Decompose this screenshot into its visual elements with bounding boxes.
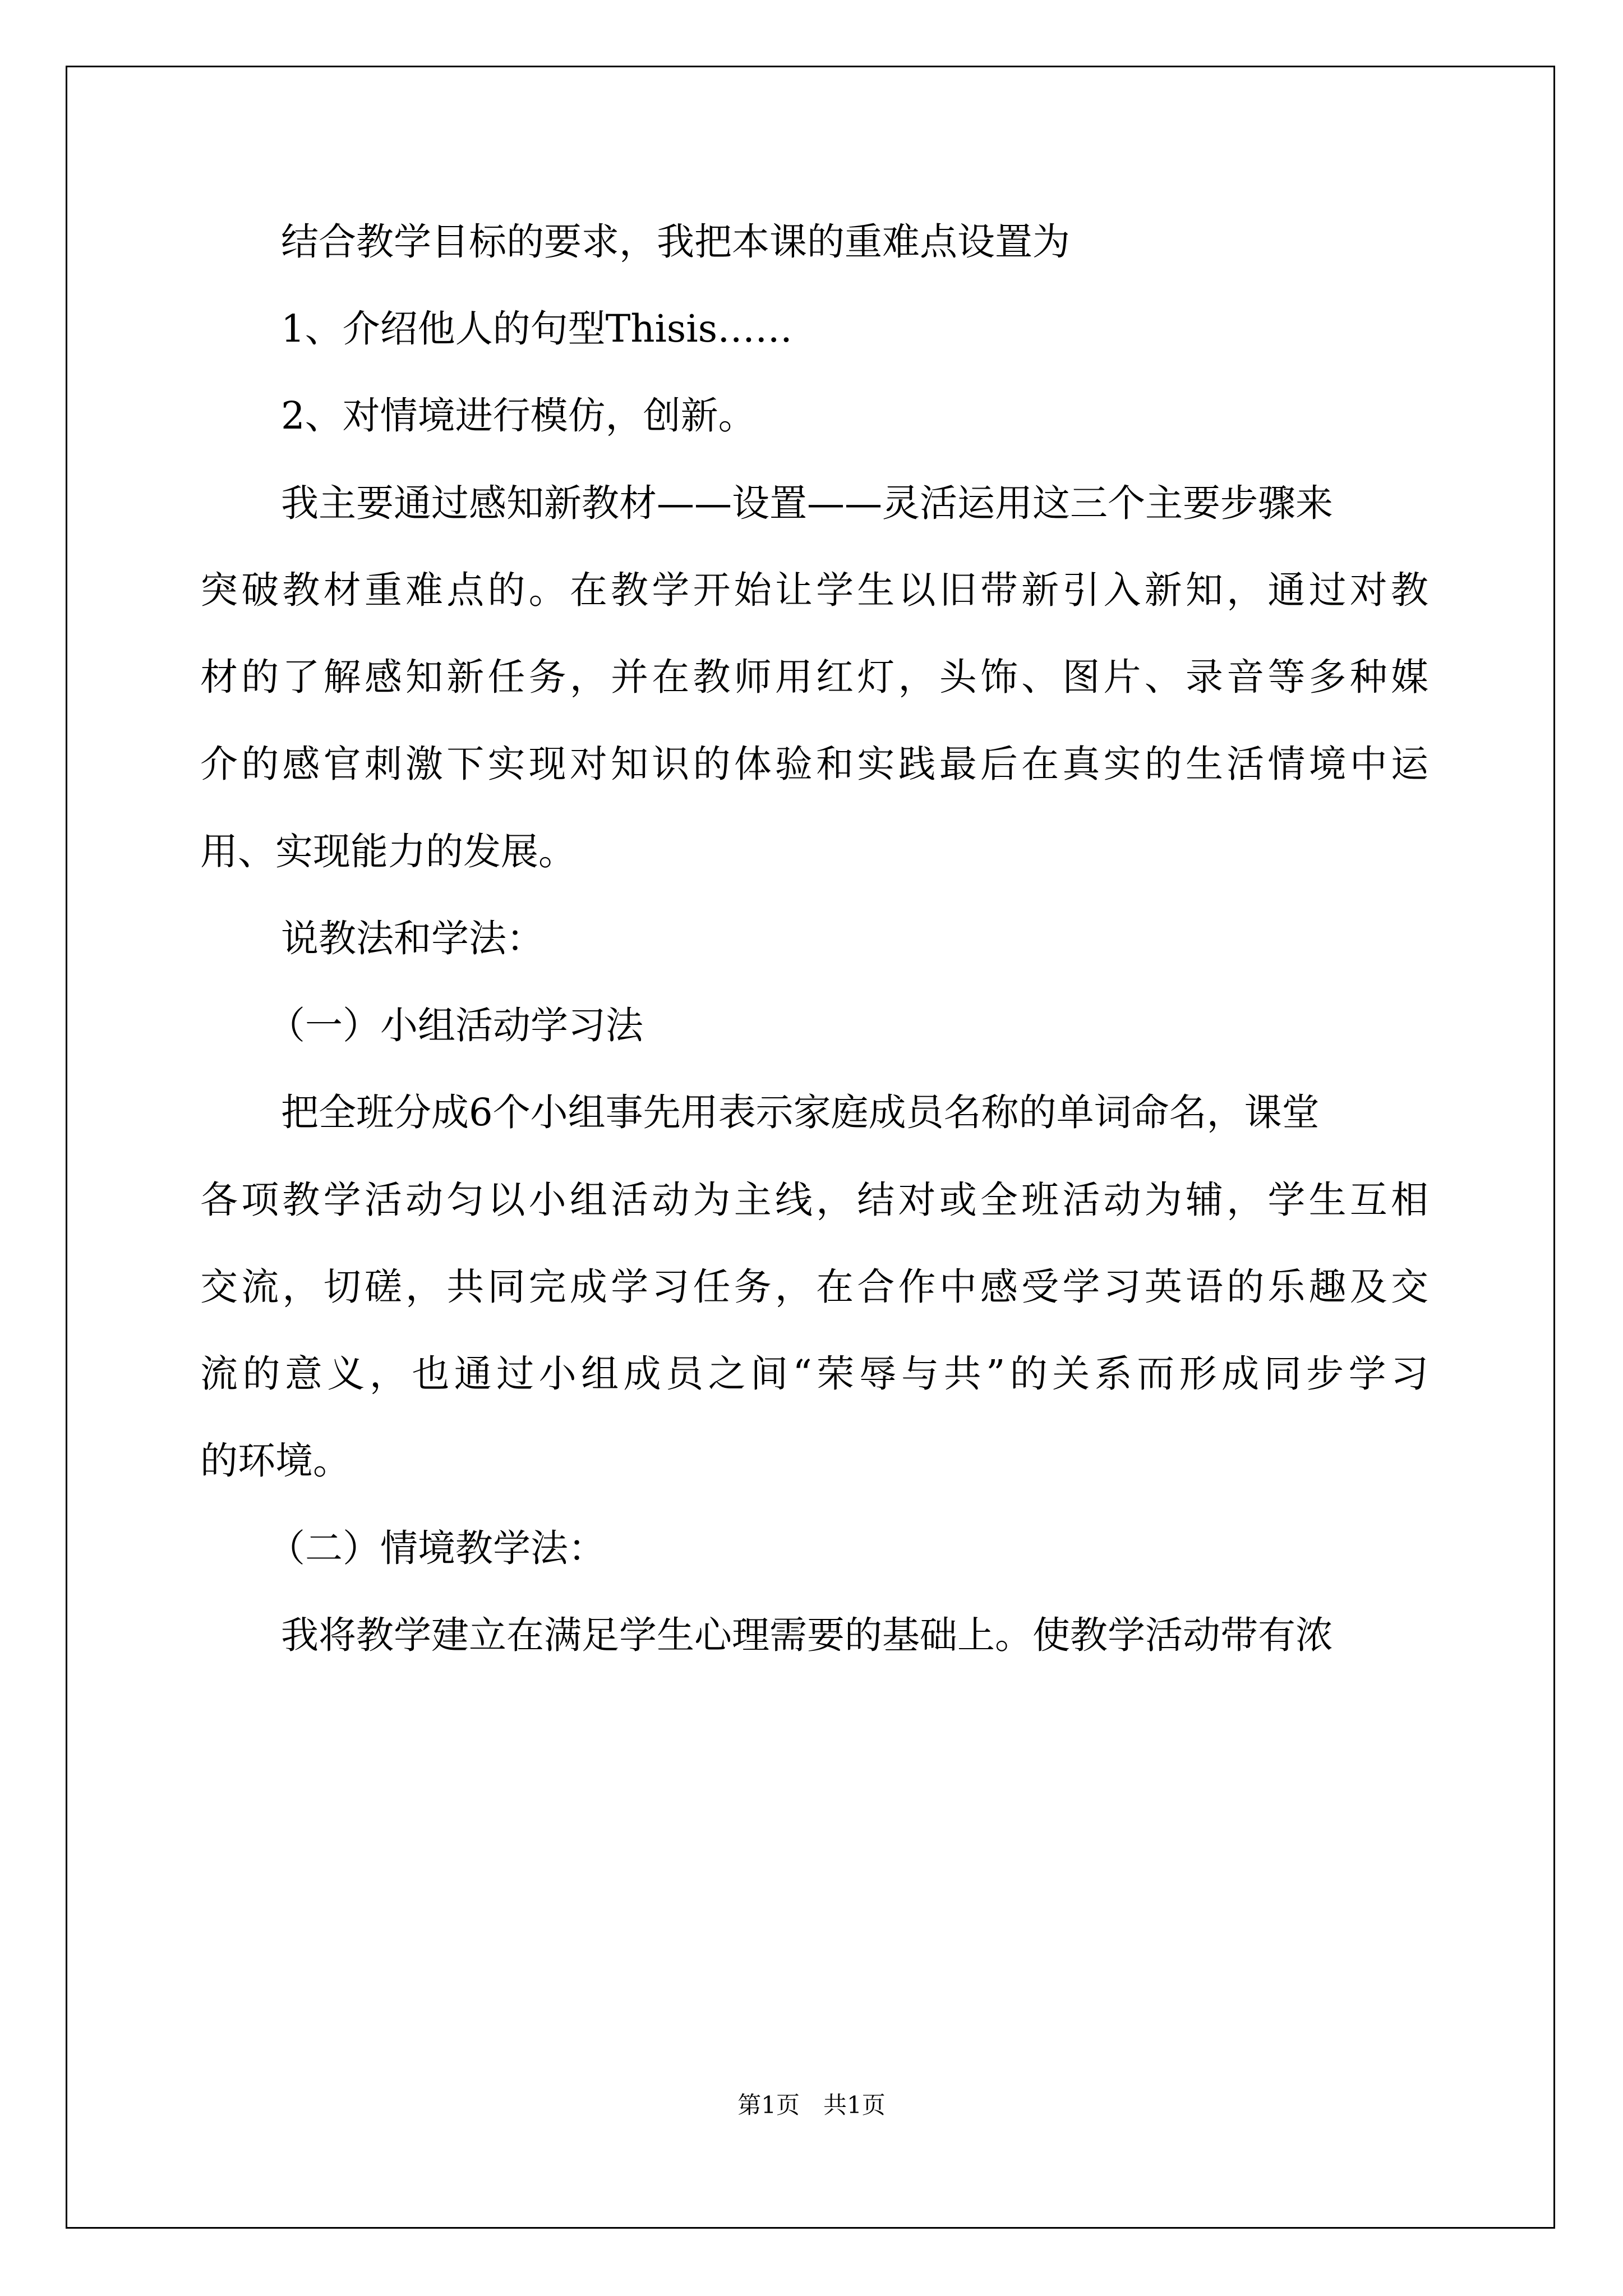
section-heading: 说教法和学法： (281, 917, 544, 960)
page-border (66, 66, 1555, 2229)
subsection-heading: （一）小组活动学习法 (268, 1004, 643, 1047)
paragraph-line: 我将教学建立在满足学生心理需要的基础上。使教学活动带有浓 (281, 1613, 1333, 1657)
paragraph-line: 突破教材重难点的。在教学开始让学生以旧带新引入新知，通过对教 (200, 568, 1428, 612)
paragraph-line: 1、介绍他人的句型Thisis…… (281, 307, 793, 351)
paragraph-line: 2、对情境进行模仿，创新。 (281, 394, 756, 438)
paragraph-line: 把全班分成6个小组事先用表示家庭成员名称的单词命名，课堂 (281, 1091, 1320, 1134)
paragraph-line: 的环境。 (200, 1439, 351, 1483)
page-number: 第1页 共1页 (737, 2091, 886, 2119)
paragraph-line: 各项教学活动匀以小组活动为主线，结对或全班活动为辅，学生互相 (200, 1178, 1428, 1222)
paragraph-line: 结合教学目标的要求，我把本课的重难点设置为 (281, 220, 1070, 264)
paragraph-line: 用、实现能力的发展。 (200, 830, 576, 873)
paragraph-line: 我主要通过感知新教材——设置——灵活运用这三个主要步骤来 (281, 481, 1333, 525)
paragraph-line: 交流，切磋，共同完成学习任务，在合作中感受学习英语的乐趣及交 (200, 1265, 1428, 1309)
paragraph-line: 材的了解感知新任务，并在教师用红灯，头饰、图片、录音等多种媒 (200, 655, 1428, 699)
paragraph-line: 介的感官刺激下实现对知识的体验和实践最后在真实的生活情境中运 (200, 742, 1428, 786)
subsection-heading: （二）情境教学法： (268, 1526, 606, 1570)
paragraph-line: 流的意义，也通过小组成员之间“荣辱与共”的关系而形成同步学习 (200, 1352, 1428, 1396)
